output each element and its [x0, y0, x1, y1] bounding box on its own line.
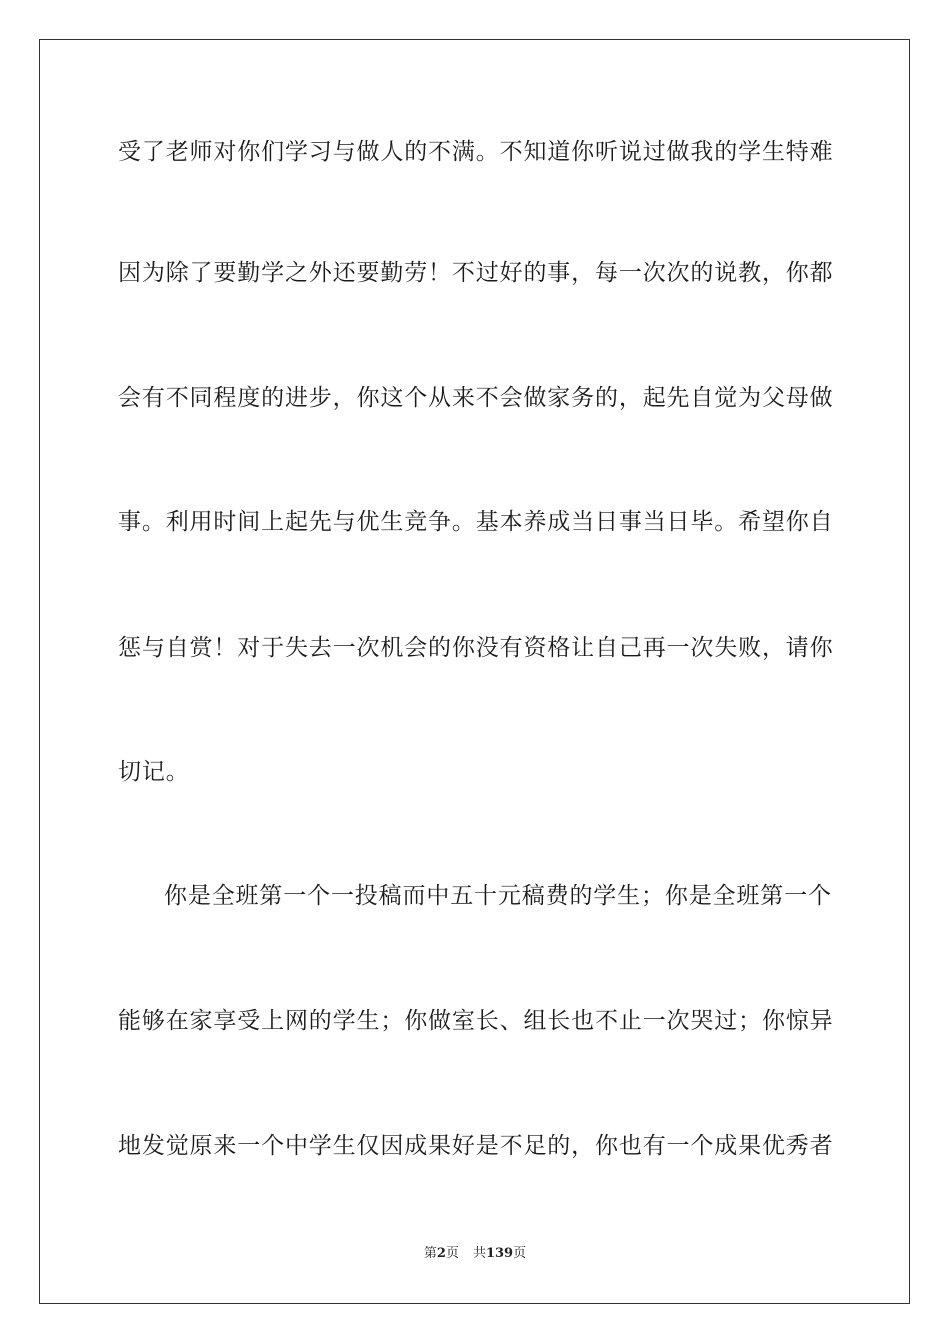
- total-suffix: 页: [513, 1246, 527, 1261]
- paragraph-start-line: 你是全班第一个一投稿而中五十元稿费的学生；你是全班第一个: [164, 883, 832, 909]
- body-line-2: 因为除了要勤学之外还要勤劳！不过好的事，每一次次的说教，你都: [118, 260, 834, 286]
- body-line-3: 会有不同程度的进步，你这个从来不会做家务的，起先自觉为父母做: [118, 385, 834, 411]
- page-suffix: 页: [445, 1246, 459, 1261]
- body-line-9: 地发觉原来一个中学生仅因成果好是不足的，你也有一个成果优秀者: [118, 1133, 834, 1159]
- page-footer: [0, 1245, 950, 1263]
- body-line-4: 事。利用时间上起先与优生竞争。基本养成当日事当日毕。希望你自: [118, 509, 834, 535]
- body-line-8: 能够在家享受上网的学生；你做室长、组长也不止一次哭过；你惊异: [118, 1008, 834, 1034]
- total-pages: 139: [485, 1246, 514, 1261]
- total-prefix: 共: [472, 1246, 486, 1261]
- page-frame: [39, 39, 910, 1304]
- body-line-6: 切记。: [118, 759, 190, 785]
- page-prefix: 第: [423, 1246, 437, 1261]
- body-line-1: 受了老师对你们学习与做人的不满。不知道你听说过做我的学生特难: [118, 139, 834, 165]
- page-number: 2: [436, 1246, 446, 1261]
- body-line-5: 惩与自赏！对于失去一次机会的你没有资格让自己再一次失败，请你: [118, 635, 834, 661]
